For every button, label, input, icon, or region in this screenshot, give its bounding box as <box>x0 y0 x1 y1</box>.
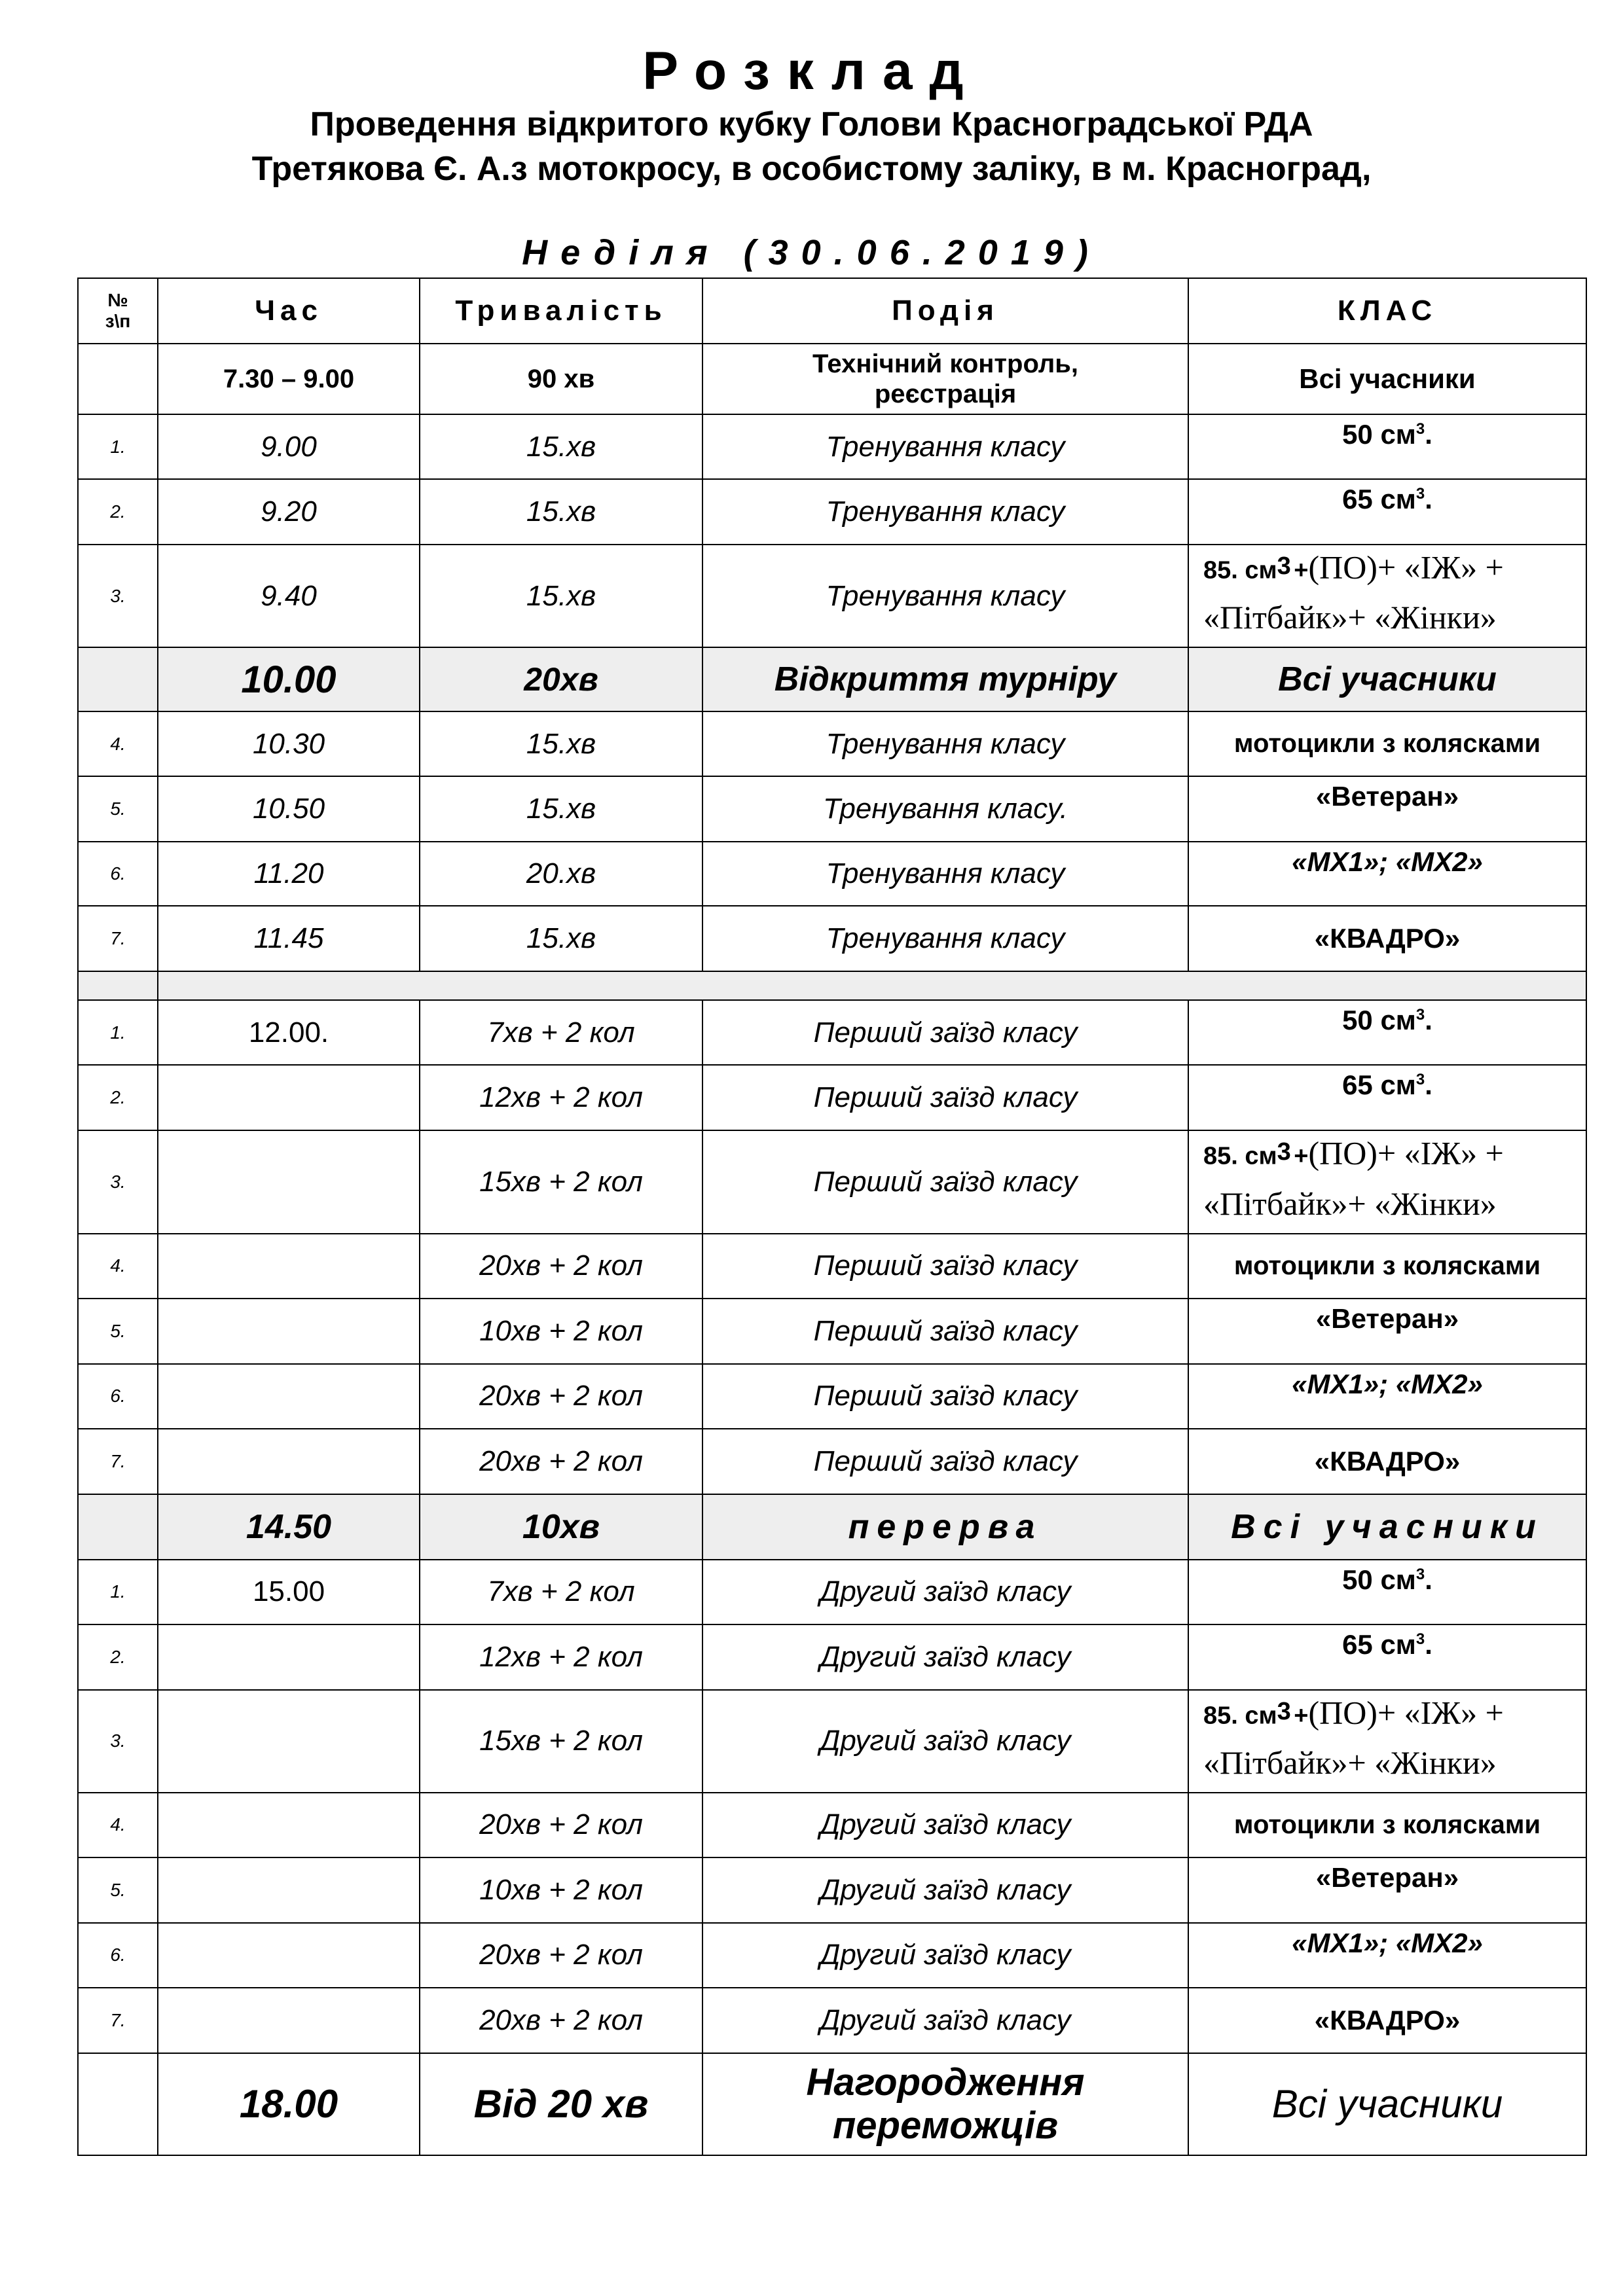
table-row: 6. 20хв + 2 кол Другий заїзд класу «MX1»; «MX2» <box>78 1923 1586 1988</box>
class-sidecar: мотоцикли з колясками <box>1188 711 1586 776</box>
table-row-break: 14.50 10хв перерва Всі учасники <box>78 1494 1586 1560</box>
class-quad: «КВАДРО» <box>1188 1988 1586 2053</box>
table-row: 7. 20хв + 2 кол Другий заїзд класу «КВАДРО» <box>78 1988 1586 2053</box>
header-num: № з\п <box>78 278 158 344</box>
class-50cc: 50 $см^3$. <box>1188 1000 1586 1065</box>
table-row: 6. 20хв + 2 кол Перший заїзд класу «MX1»; «MX2» <box>78 1364 1586 1429</box>
table-row: 3. 15хв + 2 кол Другий заїзд класу 85. $см^3 +(ПО)+$ «ІЖ» + «Пітбайк»+ «Жінки» <box>78 1690 1586 1793</box>
class-veteran: «Ветеран» <box>1188 776 1586 842</box>
registration-class: Всі учасники <box>1188 344 1586 414</box>
class-65cc: 65 $см^3$. <box>1188 1065 1586 1130</box>
table-header-row <box>78 278 1586 344</box>
page-title: Розклад <box>642 41 981 101</box>
class-veteran: «Ветеран» <box>1188 1857 1586 1923</box>
registration-duration: 90 хв <box>420 344 702 414</box>
table-row: 5. 10.50 15.хв Тренування класу. «Ветеран» <box>78 776 1586 842</box>
table-separator-row <box>78 971 1586 1000</box>
table-row: 5. 10хв + 2 кол Другий заїзд класу «Ветеран» <box>78 1857 1586 1923</box>
class-85cc-mix: 85. $см^3 +(ПО)+$ «ІЖ» + «Пітбайк»+ «Жінки» <box>1188 1690 1586 1793</box>
day-label: Неділя (30.06.2019) <box>522 233 1101 272</box>
table-row: 4. 20хв + 2 кол Другий заїзд класу мотоцикли з колясками <box>78 1793 1586 1857</box>
class-mx: «MX1»; «MX2» <box>1188 1364 1586 1429</box>
class-50cc: 50 $см^3$. <box>1188 1560 1586 1624</box>
table-row-registration <box>78 344 1586 414</box>
class-quad: «КВАДРО» <box>1188 1429 1586 1494</box>
table-row: 2. 9.20 15.хв Тренування класу 65 $см^3$. <box>78 479 1586 545</box>
table-row-awards: 18.00 Від 20 хв Нагородження переможців Всі учасники <box>78 2053 1586 2155</box>
class-85cc-mix: 85. $см^3 +(ПО)+$ «ІЖ» + «Пітбайк»+ «Жінки» <box>1188 1130 1586 1233</box>
header-time: Час <box>158 278 420 344</box>
class-85cc-mix: 85. $см^3 +(ПО)+$ «ІЖ» + «Пітбайк»+ «Жінки» <box>1188 545 1586 647</box>
table-row: 7. 11.45 15.хв Тренування класу «КВАДРО» <box>78 906 1586 971</box>
class-mx: «MX1»; «MX2» <box>1188 842 1586 906</box>
table-row: 3. 15хв + 2 кол Перший заїзд класу 85. $см^3 +(ПО)+$ «ІЖ» + «Пітбайк»+ «Жінки» <box>78 1130 1586 1233</box>
class-65cc: 65 $см^3$. <box>1188 1624 1586 1690</box>
table-row: 1. 9.00 15.хв Тренування класу 50 $см^3$. <box>78 414 1586 479</box>
table-row: 7. 20хв + 2 кол Перший заїзд класу «КВАДРО» <box>78 1429 1586 1494</box>
header-class: КЛАС <box>1188 278 1586 344</box>
table-row-opening: 10.00 20хв Відкриття турніру Всі учасники <box>78 647 1586 711</box>
registration-time: 7.30 – 9.00 <box>158 344 420 414</box>
schedule-table <box>77 278 1587 2156</box>
subtitle-line-2: Третякова Є. А.з мотокросу, в особистому заліку, в м. Красноград, <box>251 150 1372 188</box>
subtitle-line-1: Проведення відкритого кубку Голови Красноградської РДА <box>310 105 1313 143</box>
table-row: 5. 10хв + 2 кол Перший заїзд класу «Ветеран» <box>78 1299 1586 1364</box>
table-row: 4. 20хв + 2 кол Перший заїзд класу мотоцикли з колясками <box>78 1234 1586 1299</box>
class-sidecar: мотоцикли з колясками <box>1188 1793 1586 1857</box>
class-sidecar: мотоцикли з колясками <box>1188 1234 1586 1299</box>
header-duration: Тривалість <box>420 278 702 344</box>
header-event: Подія <box>702 278 1188 344</box>
class-veteran: «Ветеран» <box>1188 1299 1586 1364</box>
table-row: 2. 12хв + 2 кол Перший заїзд класу 65 $см^3$. <box>78 1065 1586 1130</box>
table-row: 3. 9.40 15.хв Тренування класу 85. $см^3 +(ПО)+$ «ІЖ» + «Пітбайк»+ «Жінки» <box>78 545 1586 647</box>
table-row: 1. 15.00 7хв + 2 кол Другий заїзд класу 50 $см^3$. <box>78 1560 1586 1624</box>
class-mx: «MX1»; «MX2» <box>1188 1923 1586 1988</box>
table-row: 6. 11.20 20.хв Тренування класу «MX1»; «MX2» <box>78 842 1586 906</box>
class-quad: «КВАДРО» <box>1188 906 1586 971</box>
table-row: 2. 12хв + 2 кол Другий заїзд класу 65 $см^3$. <box>78 1624 1586 1690</box>
class-50cc: 50 $см^3$. <box>1188 414 1586 479</box>
table-row: 4. 10.30 15.хв Тренування класу мотоцикли з колясками <box>78 711 1586 776</box>
class-65cc: 65 $см^3$. <box>1188 479 1586 545</box>
table-row: 1. 12.00. 7хв + 2 кол Перший заїзд класу 50 $см^3$. <box>78 1000 1586 1065</box>
registration-event: Технічний контроль, реєстрація <box>702 344 1188 414</box>
